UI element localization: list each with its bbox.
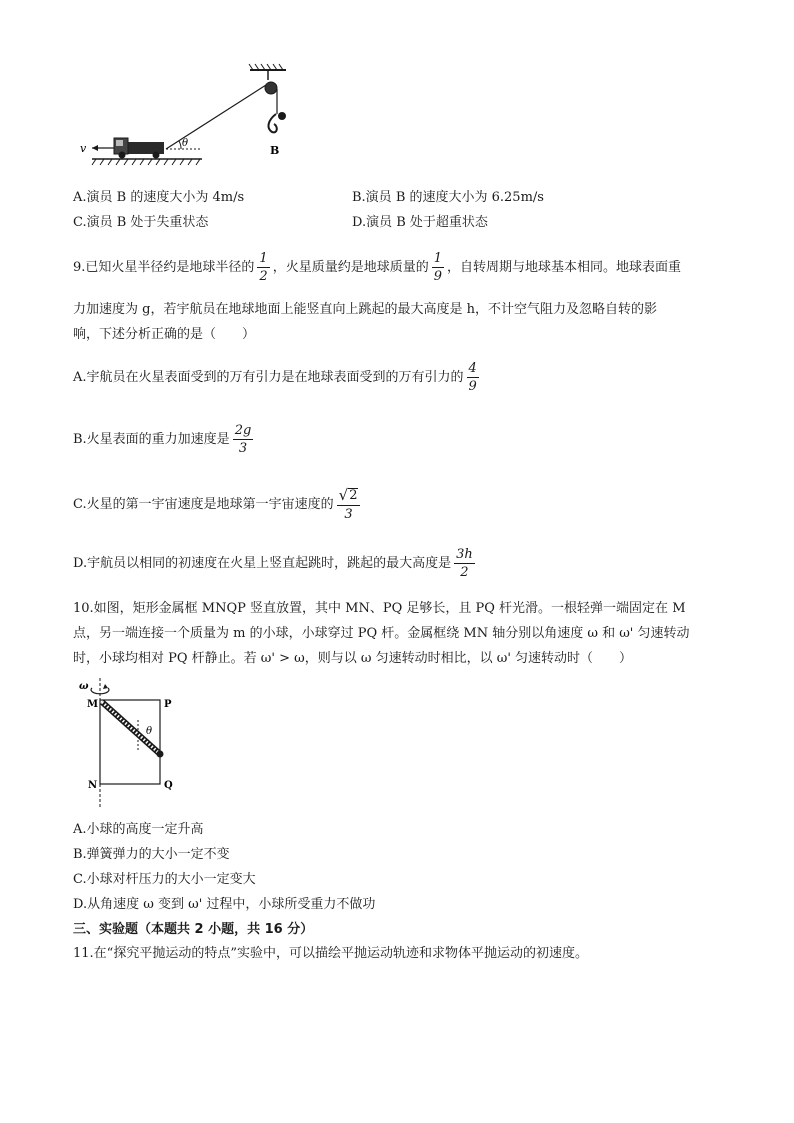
q11-stem: 11.在“探究平抛运动的特点”实验中，可以描绘平抛运动轨迹和求物体平抛运动的初速度。	[73, 946, 588, 961]
velocity-arrow	[92, 145, 114, 151]
small-ball	[157, 751, 164, 758]
q10-stem-line1: 10.如图，矩形金属框 MNQP 竖直放置，其中 MN、PQ 足够长，且 PQ 杆光滑。一根轻弹一端固定在 M	[73, 601, 686, 616]
label-q: Q	[164, 780, 173, 791]
truck-pulley-figure	[78, 58, 308, 168]
q9-option-a[interactable]: A.宇航员在火星表面受到的万有引力是在地球表面受到的万有引力的 $\frac{4}{9}$	[73, 361, 477, 394]
q9-stem-text-c: ，自转周期与地球基本相同。地球表面重	[446, 260, 681, 275]
q9-fraction-mass: $\frac{1}{9}$	[433, 251, 442, 284]
q10-option-d[interactable]: D.从角速度 ω 变到 ω' 过程中，小球所受重力不做功	[73, 897, 376, 912]
truck	[114, 138, 164, 159]
q10-option-a[interactable]: A.小球的高度一定升高	[73, 822, 204, 837]
label-n: N	[88, 780, 98, 791]
q9-option-c[interactable]: C.火星的第一宇宙速度是地球第一宇宙速度的 √ 2 3	[73, 486, 363, 524]
rotating-frame-figure	[78, 676, 188, 810]
q9-option-b[interactable]: B.火星表面的重力加速度是 $\frac{2g}{3}$	[73, 423, 252, 456]
q8-option-a[interactable]: A.演员 B 的速度大小为 4m/s	[73, 190, 245, 205]
label-p: P	[164, 699, 172, 710]
q9-fraction-radius: $\frac{1}{2}$	[259, 251, 268, 284]
q10-option-b[interactable]: B.弹簧弹力的大小一定不变	[73, 847, 230, 862]
q9-option-b-fraction: $\frac{2g}{3}$	[234, 423, 252, 456]
q9-option-d[interactable]: D.宇航员以相同的初速度在火星上竖直起跳时，跳起的最大高度是 $\frac{3h}{2}$	[73, 547, 473, 580]
q10-stem-line2: 点，另一端连接一个质量为 m 的小球，小球穿过 PQ 杆。金属框绕 MN 轴分别以角速度 ω 和 ω' 匀速转动	[73, 626, 690, 641]
label-b: B	[270, 144, 280, 157]
q8-option-b[interactable]: B.演员 B 的速度大小为 6.25m/s	[352, 190, 544, 205]
q8-option-c[interactable]: C.演员 B 处于失重状态	[73, 215, 209, 230]
label-theta-10: θ	[146, 726, 153, 737]
q9-option-d-fraction: $\frac{3h}{2}$	[456, 547, 473, 580]
performer-b	[269, 112, 286, 132]
q9-stem-line3: 响，下述分析正确的是（ ）	[73, 327, 256, 342]
rope	[166, 85, 266, 149]
q9-stem-text-a: 9.已知火星半径约是地球半径的	[73, 260, 255, 275]
q9-option-a-fraction: $\frac{4}{9}$	[468, 361, 477, 394]
pulley	[265, 82, 277, 94]
label-v: v	[80, 142, 87, 155]
label-theta: θ	[182, 138, 189, 149]
ground	[92, 159, 202, 165]
label-m: M	[87, 699, 99, 710]
q9-option-c-fraction: √ 2 3	[337, 488, 361, 522]
q8-option-d[interactable]: D.演员 B 处于超重状态	[352, 215, 488, 230]
q10-option-c[interactable]: C.小球对杆压力的大小一定变大	[73, 872, 256, 887]
label-omega: ω	[79, 681, 89, 692]
section-3-title: 三、实验题（本题共 2 小题，共 16 分）	[73, 922, 314, 937]
q10-stem-line3: 时，小球均相对 PQ 杆静止。若 ω' > ω，则与以 ω 匀速转动时相比，以 ω' 匀速转动时（ ）	[73, 651, 633, 666]
q9-stem-line2: 力加速度为 g，若宇航员在地球地面上能竖直向上跳起的最大高度是 h，不计空气阻力及忽略自转的影	[73, 302, 657, 317]
ceiling	[249, 64, 286, 80]
q9-stem-text-b: ，火星质量约是地球质量的	[272, 260, 429, 275]
q9-stem-line1	[73, 250, 681, 286]
